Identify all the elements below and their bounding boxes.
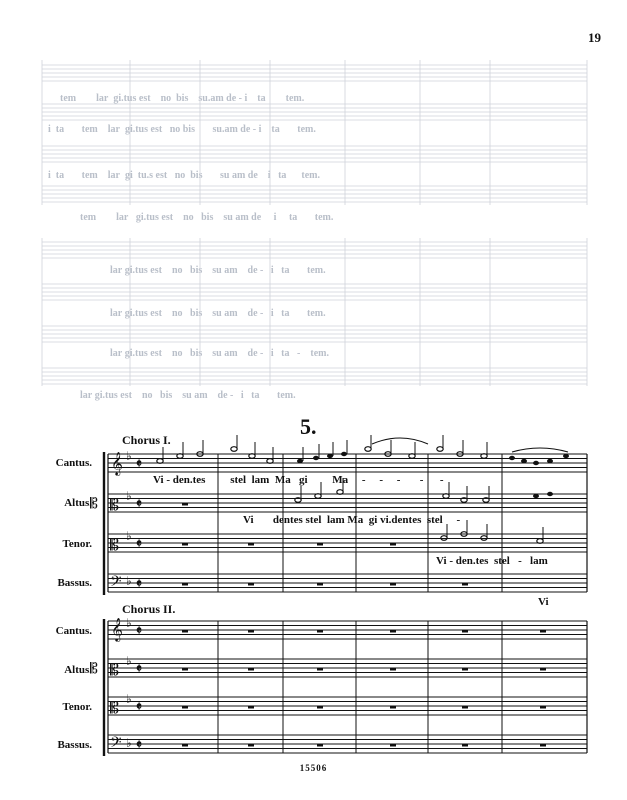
c-clef-icon: 𝄡 [110,660,119,679]
c-clef-icon: 𝄡 [110,698,119,717]
ghost-lyric-row: i ta tem lar gi.tus est no bis su.am de - i ta tem. [48,124,316,135]
chorus-1-notes [157,447,543,544]
voice-label-cantus-2: Cantus. [55,625,92,637]
voice-label-cantus-1: Cantus. [55,457,92,469]
chorus-2-staves [104,619,587,756]
lyric-altus-1: Vi dentes stel lam Ma gi vi.dentes stel - [243,514,461,526]
staff-altus-2 [108,659,587,677]
staff-tenor-2 [108,697,587,715]
key-signatures [126,449,132,750]
svg-text:𝄵: 𝄵 [136,537,142,552]
staff-bassus-2 [108,735,587,753]
voice-label-tenor-2: Tenor. [62,701,92,713]
ghost-lyric-row: lar gi.tus est no bis su am de - i ta tem. [110,265,326,276]
svg-text:𝄵: 𝄵 [136,738,142,753]
bass-clef-icon: 𝄢 [110,573,122,594]
page-number: 19 [588,30,601,45]
flat-icon: ♭ [126,616,132,630]
section-number: 5. [300,414,317,439]
c-clef-icon: 𝄡 [110,495,119,514]
plate-number: 15506 [299,763,328,773]
ghost-lyric-row: lar gi.tus est no bis su am de - i ta tem. [80,390,296,401]
slurs [372,438,568,452]
flat-icon: ♭ [126,654,132,668]
svg-text:𝄵: 𝄵 [136,700,142,715]
ghost-system-2 [42,238,587,386]
flat-icon: ♭ [126,529,132,543]
chorus-1-label: Chorus I. [122,433,171,447]
voice-label-altus-2: Altus. [64,664,92,676]
ghost-lyric-row: tem lar gi.tus est no bis su am de i ta tem. [80,212,334,223]
c-clef-icon: 𝄡 [90,496,98,512]
ghost-lyric-row: lar gi.tus est no bis su am de - i ta tem. [110,308,326,319]
voice-label-altus-1: Altus. [64,497,92,509]
c-clef-icon: 𝄡 [110,535,119,554]
flat-icon: ♭ [126,692,132,706]
bass-clef-icon: 𝄢 [110,734,122,755]
lyric-bassus-1: Vi [538,596,549,608]
chorus-2-label: Chorus II. [122,602,176,616]
voice-label-bassus-2: Bassus. [57,739,92,751]
lyric-cantus-1: Vi - den.tes stel lam Ma gi Ma - - - - - [153,474,444,486]
ghost-lyric-row: tem lar gi.tus est no bis su.am de - i ta tem. [60,93,305,104]
flat-icon: ♭ [126,489,132,503]
svg-text:𝄵: 𝄵 [136,662,142,677]
flat-icon: ♭ [126,574,132,588]
flat-icon: ♭ [126,736,132,750]
ghost-lyric-row: i ta tem lar gi tu.s est no bis su am de i ta tem. [48,170,321,181]
time-signatures [136,457,142,753]
ghost-system-1 [42,60,587,205]
treble-clef-icon: 𝄞 [111,451,123,475]
treble-clef-icon: 𝄞 [111,617,123,641]
svg-text:𝄵: 𝄵 [136,457,142,472]
lyric-tenor-1: Vi - den.tes stel - lam [436,555,548,567]
c-clef-icon: 𝄡 [90,661,98,677]
show-through-staves [42,60,587,386]
ghost-lyric-row: lar gi.tus est no bis su am de - i ta - tem. [110,348,329,359]
staff-cantus-2 [108,621,587,639]
staff-bassus-1 [108,574,587,592]
chorus-2-rests [182,630,546,747]
voice-label-tenor-1: Tenor. [62,538,92,550]
voice-label-bassus-1: Bassus. [57,577,92,589]
svg-text:𝄵: 𝄵 [136,577,142,592]
flat-icon: ♭ [126,449,132,463]
staff-cantus-1 [108,454,587,472]
staff-altus-1 [108,494,587,512]
staff-tenor-1 [108,534,587,552]
svg-text:𝄵: 𝄵 [136,624,142,639]
svg-text:𝄵: 𝄵 [136,497,142,512]
clefs [90,451,123,755]
